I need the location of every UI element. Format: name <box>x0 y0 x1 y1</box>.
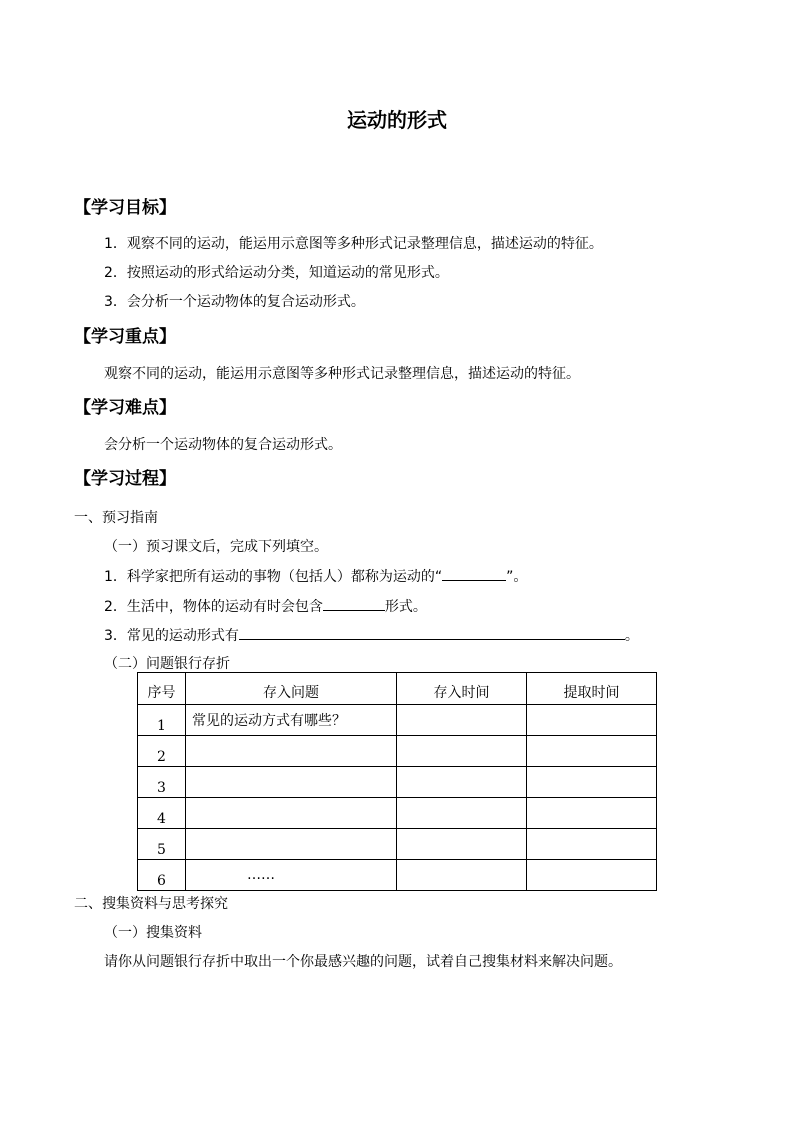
row-withdraw-time[interactable] <box>527 798 657 829</box>
fill-question-1-after: ”。 <box>506 569 528 585</box>
header-deposit-time: 存入时间 <box>397 673 527 705</box>
row-deposit-time[interactable] <box>397 860 527 891</box>
row-number: 4 <box>138 798 186 829</box>
difficulties-heading: 【学习难点】 <box>74 398 176 418</box>
row-question: …… <box>186 860 397 891</box>
key-points-text: 观察不同的运动，能运用示意图等多种形式记录整理信息，描述运动的特征。 <box>104 366 580 382</box>
table-row <box>138 829 657 860</box>
row-deposit-time[interactable] <box>397 829 527 860</box>
row-question[interactable] <box>186 829 397 860</box>
goal-item-3: 3．会分析一个运动物体的复合运动形式。 <box>104 294 365 310</box>
row-deposit-time[interactable] <box>397 705 527 736</box>
fill-blank-3[interactable] <box>239 625 625 640</box>
row-number: 3 <box>138 767 186 798</box>
part1-sub1: （一）预习课文后，完成下列填空。 <box>104 539 328 555</box>
row-question: 常见的运动方式有哪些？ <box>186 705 397 736</box>
part2-sub1: （一）搜集资料 <box>104 925 202 941</box>
table-row <box>138 798 657 829</box>
row-deposit-time[interactable] <box>397 736 527 767</box>
row-number: 5 <box>138 829 186 860</box>
table-row <box>138 705 657 736</box>
question-bank-table <box>137 672 657 891</box>
fill-question-2-before: 2．生活中，物体的运动有时会包含 <box>104 599 323 615</box>
fill-question-3 <box>104 625 639 645</box>
part2-text: 请你从问题银行存折中取出一个你最感兴趣的问题，试着自己搜集材料来解决问题。 <box>104 954 622 970</box>
fill-question-2-after: 形式。 <box>384 599 427 615</box>
fill-question-1 <box>104 566 527 586</box>
fill-question-3-before: 3．常见的运动形式有 <box>104 628 239 644</box>
table-header-row <box>138 673 657 705</box>
row-question[interactable] <box>186 736 397 767</box>
fill-blank-2[interactable] <box>323 596 385 611</box>
row-number: 1 <box>138 705 186 736</box>
part2-heading: 二、搜集资料与思考探究 <box>74 896 228 912</box>
row-deposit-time[interactable] <box>397 798 527 829</box>
fill-question-2 <box>104 596 427 616</box>
row-withdraw-time[interactable] <box>527 736 657 767</box>
header-number: 序号 <box>138 673 186 705</box>
part1-sub2: （二）问题银行存折 <box>104 656 230 672</box>
goals-heading: 【学习目标】 <box>74 198 176 218</box>
process-heading: 【学习过程】 <box>74 469 176 489</box>
row-withdraw-time[interactable] <box>527 860 657 891</box>
key-points-heading: 【学习重点】 <box>74 327 176 347</box>
part1-heading: 一、预习指南 <box>74 510 158 526</box>
difficulties-text: 会分析一个运动物体的复合运动形式。 <box>104 437 342 453</box>
row-withdraw-time[interactable] <box>527 829 657 860</box>
row-deposit-time[interactable] <box>397 767 527 798</box>
page-title: 运动的形式 <box>347 108 447 132</box>
table-row <box>138 860 657 891</box>
header-withdraw-time: 提取时间 <box>527 673 657 705</box>
header-question: 存入问题 <box>186 673 397 705</box>
fill-question-1-before: 1．科学家把所有运动的事物（包括人）都称为运动的“ <box>104 569 443 585</box>
row-withdraw-time[interactable] <box>527 705 657 736</box>
goal-item-2: 2．按照运动的形式给运动分类，知道运动的常见形式。 <box>104 265 449 281</box>
row-question[interactable] <box>186 798 397 829</box>
goal-item-1: 1．观察不同的运动，能运用示意图等多种形式记录整理信息，描述运动的特征。 <box>104 236 603 252</box>
row-number: 2 <box>138 736 186 767</box>
fill-blank-1[interactable] <box>442 566 506 581</box>
table-row <box>138 767 657 798</box>
row-number: 6 <box>138 860 186 891</box>
row-withdraw-time[interactable] <box>527 767 657 798</box>
table-row <box>138 736 657 767</box>
fill-question-3-after: 。 <box>624 628 639 644</box>
row-question[interactable] <box>186 767 397 798</box>
